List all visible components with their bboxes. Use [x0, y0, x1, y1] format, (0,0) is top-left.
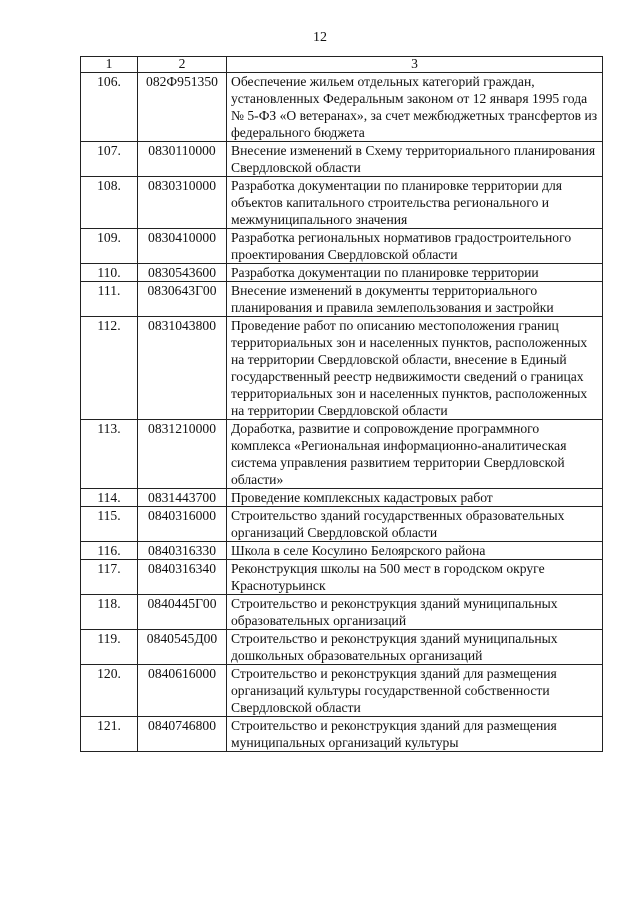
row-number: 109.: [81, 229, 138, 264]
row-code: 0840545Д00: [138, 630, 227, 665]
table-row: [81, 229, 603, 264]
row-code: 0830310000: [138, 177, 227, 229]
row-number: 116.: [81, 542, 138, 560]
table-header-row: [81, 57, 603, 73]
row-number: 113.: [81, 420, 138, 489]
table-row: [81, 420, 603, 489]
row-description: Строительство и реконструкция зданий муниципальных дошкольных образовательных организаций: [227, 630, 603, 665]
row-description: Реконструкция школы на 500 мест в городском округе Краснотурьинск: [227, 560, 603, 595]
column-header-code: 2: [138, 57, 227, 73]
row-code: 0830410000: [138, 229, 227, 264]
row-number: 107.: [81, 142, 138, 177]
row-description: Строительство и реконструкция зданий для размещения организаций культуры государственной собственности Свердловской области: [227, 665, 603, 717]
table-row: [81, 317, 603, 420]
row-number: 110.: [81, 264, 138, 282]
table-row: [81, 630, 603, 665]
table-row: [81, 560, 603, 595]
budget-classification-table: [80, 56, 603, 752]
table-row: [81, 142, 603, 177]
table-row: [81, 665, 603, 717]
row-description: Разработка региональных нормативов градостроительного проектирования Свердловской области: [227, 229, 603, 264]
table-row: [81, 542, 603, 560]
table-row: [81, 264, 603, 282]
row-description: Разработка документации по планировке территории: [227, 264, 603, 282]
table-body: [81, 73, 603, 752]
row-number: 106.: [81, 73, 138, 142]
page-number: 12: [313, 30, 327, 45]
row-code: 0831443700: [138, 489, 227, 507]
row-number: 119.: [81, 630, 138, 665]
row-description: Обеспечение жильем отдельных категорий граждан, установленных Федеральным законом от 12 января 1995 года № 5-ФЗ «О ветеранах», за счет межбюджетных трансфертов из федерального бюджета: [227, 73, 603, 142]
row-number: 111.: [81, 282, 138, 317]
row-code: 0840616000: [138, 665, 227, 717]
row-number: 118.: [81, 595, 138, 630]
row-code: 0830643Г00: [138, 282, 227, 317]
row-number: 108.: [81, 177, 138, 229]
row-description: Строительство зданий государственных образовательных организаций Свердловской области: [227, 507, 603, 542]
row-description: Внесение изменений в Схему территориального планирования Свердловской области: [227, 142, 603, 177]
table-row: [81, 507, 603, 542]
row-number: 117.: [81, 560, 138, 595]
row-number: 120.: [81, 665, 138, 717]
row-description: Доработка, развитие и сопровождение программного комплекса «Региональная информационно-аналитическая система управления развитием территории Свердловской области»: [227, 420, 603, 489]
row-code: 0840746800: [138, 717, 227, 752]
row-code: 0831043800: [138, 317, 227, 420]
row-code: 0830543600: [138, 264, 227, 282]
table-row: [81, 282, 603, 317]
row-number: 121.: [81, 717, 138, 752]
row-description: Проведение работ по описанию местоположения границ территориальных зон и населенных пунктов, расположенных на территории Свердловской области, внесение в Единый государственный реестр недвижимости сведений о границах территориальных зон и населенных пунктов, расположенных на территории Свердловской области: [227, 317, 603, 420]
row-number: 115.: [81, 507, 138, 542]
row-description: Проведение комплексных кадастровых работ: [227, 489, 603, 507]
row-number: 112.: [81, 317, 138, 420]
column-header-description: 3: [227, 57, 603, 73]
column-header-number: 1: [81, 57, 138, 73]
row-description: Разработка документации по планировке территории для объектов капитального строительства регионального и межмуниципального значения: [227, 177, 603, 229]
row-code: 0840445Г00: [138, 595, 227, 630]
row-code: 082Ф951350: [138, 73, 227, 142]
row-description: Строительство и реконструкция зданий муниципальных образовательных организаций: [227, 595, 603, 630]
row-description: Строительство и реконструкция зданий для размещения муниципальных организаций культуры: [227, 717, 603, 752]
row-code: 0831210000: [138, 420, 227, 489]
table-row: [81, 717, 603, 752]
row-code: 0840316340: [138, 560, 227, 595]
row-description: Школа в селе Косулино Белоярского района: [227, 542, 603, 560]
table-row: [81, 489, 603, 507]
row-code: 0840316330: [138, 542, 227, 560]
row-number: 114.: [81, 489, 138, 507]
row-code: 0830110000: [138, 142, 227, 177]
table-row: [81, 73, 603, 142]
row-code: 0840316000: [138, 507, 227, 542]
table-row: [81, 177, 603, 229]
row-description: Внесение изменений в документы территориального планирования и правила землепользования и застройки: [227, 282, 603, 317]
table-row: [81, 595, 603, 630]
